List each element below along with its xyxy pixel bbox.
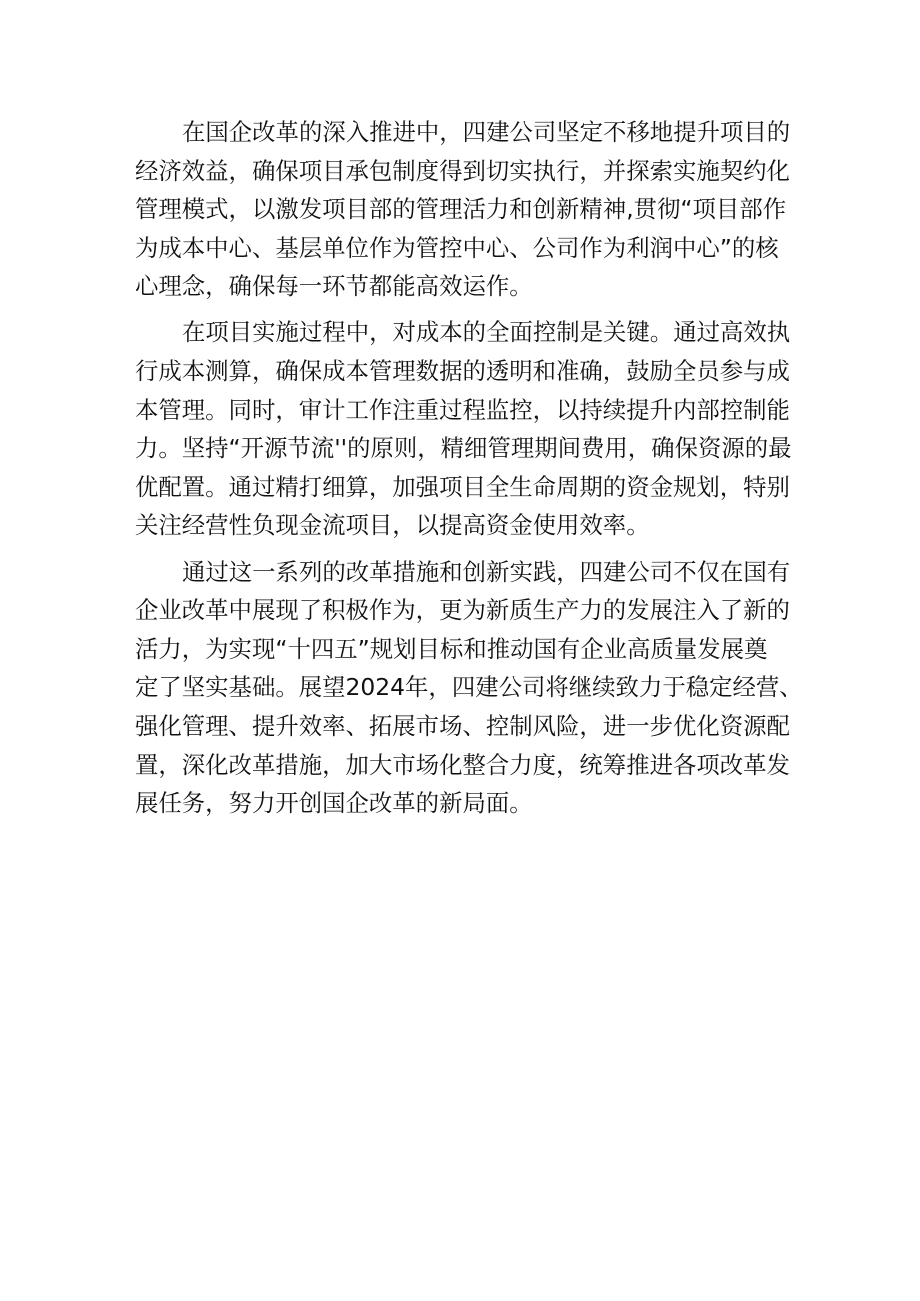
text-line: 力。坚持“开源节流''的原则，精细管理期间费用，确保资源的最 <box>135 434 792 463</box>
text-line: 在国企改革的深入推进中，四建公司坚定不移地提升项目的 <box>182 118 791 146</box>
text-line: 定了坚实基础。展望2024年，四建公司将继续致力于稳定经营、 <box>135 673 803 702</box>
text-line: 管理模式，以激发项目部的管理活力和创新精神,贯彻“项目部作 <box>135 195 787 224</box>
text-line: 活力，为实现“十四五”规划目标和推动国有企业高质量发展奠 <box>135 634 768 663</box>
text-line: 经济效益，确保项目承包制度得到切实执行，并探索实施契约化 <box>135 156 790 185</box>
text-line: 企业改革中展现了积极作为，更为新质生产力的发展注入了新的 <box>135 596 790 625</box>
text-line: 在项目实施过程中，对成本的全面控制是关键。通过高效执 <box>182 318 791 347</box>
document-body <box>135 113 803 830</box>
paragraph-1 <box>135 113 790 306</box>
text-line: 通过这一系列的改革措施和创新实践，四建公司不仅在国有 <box>182 557 791 586</box>
text-line: 关注经营性负现金流项目，以提高资金使用效率。 <box>135 511 650 540</box>
text-line: 本管理。同时，审计工作注重过程监控，以持续提升内部控制能 <box>135 395 790 424</box>
text-line: 心理念，确保每一环节都能高效运作。 <box>135 272 533 301</box>
text-line: 为成本中心、基层单位作为管控中心、公司作为利润中心”的核 <box>135 233 779 262</box>
text-line: 优配置。通过精打细算，加强项目全生命周期的资金规划，特别 <box>135 472 790 501</box>
text-line: 强化管理、提升效率、拓展市场、控制风险，进一步优化资源配 <box>135 711 790 740</box>
text-line: 置，深化改革措施，加大市场化整合力度，统筹推进各项改革发 <box>135 750 790 779</box>
paragraph-3 <box>135 553 803 823</box>
text-line: 行成本测算，确保成本管理数据的透明和准确，鼓励全员参与成 <box>135 357 790 386</box>
paragraph-2 <box>135 313 790 545</box>
text-line: 展任务，努力开创国企改革的新局面。 <box>135 789 533 818</box>
